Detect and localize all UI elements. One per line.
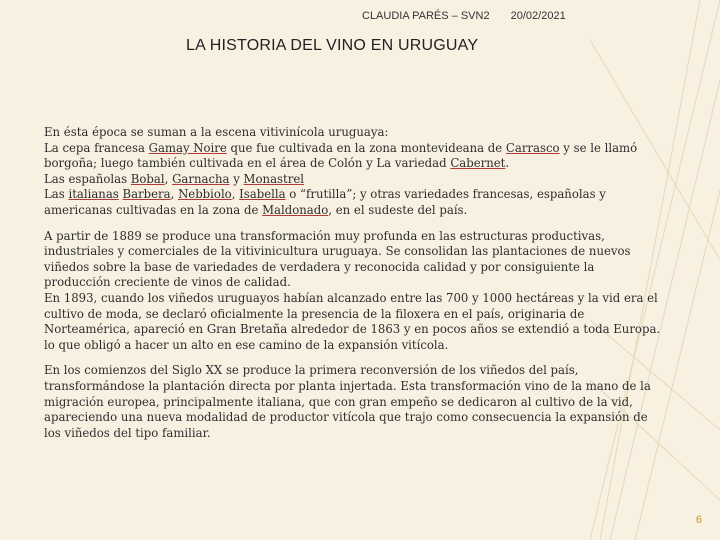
link-monastrel[interactable]: Monastrel	[243, 171, 304, 186]
paragraph-varieties	[44, 125, 664, 219]
text-run: y se le llamó borgoña; luego también cultivada en el área de Colón y La variedad	[44, 140, 638, 171]
link-barbera[interactable]: Barbera	[122, 187, 171, 202]
text-run: o “frutilla”; y otras variedades francesas, españolas y americanas cultivadas en la zona de	[44, 187, 606, 217]
link-bobal[interactable]: Bobal	[130, 171, 165, 186]
paragraph-siglo-xx: En los comienzos del Siglo XX se produce la primera reconversión de los viñedos del país, transformándose la plantación directa por planta injertada. Esta transformación vino de la mano de la migración europea, principalmente italiana, que con gran empeño se dedicaron al cultivo de la vid, apareciendo una nueva modalidad de productor vitícola que trajo como consecuencia la expansión de los viñedos del tipo familiar.	[44, 363, 651, 440]
text-run: La cepa francesa	[44, 140, 149, 155]
link-cabernet[interactable]: Cabernet	[450, 156, 506, 171]
text-run: que fue cultivada en la zona montevideana de	[226, 140, 506, 155]
date-label: 20/02/2021	[510, 10, 566, 22]
link-italianas[interactable]: italianas	[68, 187, 119, 202]
text-run: Las	[44, 187, 69, 202]
link-isabella[interactable]: Isabella	[239, 187, 286, 202]
text-run: ,	[164, 171, 173, 186]
slide-number: 6	[695, 514, 702, 526]
paragraph-1889	[44, 229, 664, 354]
text-1893: En 1893, cuando los viñedos uruguayos habían alcanzado entre las 700 y 1000 hectáreas y la vid era el cultivo de moda, se declaró oficialmente la presencia de la filoxera en el país, originaria de Norteamérica, apareció en Gran Bretaña alrededor de 1863 y en pocos años se extendió a toda Europa. lo que obligó a hacer un alto en ese camino de la expansión vitícola.	[44, 290, 661, 352]
link-gamay-noire[interactable]: Gamay Noire	[148, 140, 227, 155]
link-garnacha[interactable]: Garnacha	[172, 171, 230, 186]
text-run: Las españolas	[44, 171, 131, 186]
link-carrasco[interactable]: Carrasco	[505, 140, 560, 155]
text-run: y	[229, 171, 244, 186]
text-run: ,	[170, 187, 179, 202]
author-label: CLAUDIA PARÉS – SVN2	[362, 10, 490, 22]
slide-header	[362, 10, 566, 22]
link-maldonado[interactable]: Maldonado	[262, 202, 329, 217]
text-run: .	[505, 156, 510, 171]
intro-text: En ésta época se suman a la escena vitivinícola uruguaya:	[44, 125, 389, 139]
text-1889: A partir de 1889 se produce una transformación muy profunda en las estructuras productivas, industriales y comerciales de la vitivinicultura uruguaya. Se consolidan las plantaciones de nuevos viñedos sobre la base de variedades de verdadera y reconocida calidad y por consiguiente la producción creciente de vinos de calidad.	[44, 228, 631, 290]
slide-title: LA HISTORIA DEL VINO EN URUGUAY	[186, 37, 479, 54]
text-run: ,	[231, 187, 240, 202]
link-nebbiolo[interactable]: Nebbiolo	[178, 187, 232, 202]
text-run: , en el sudeste del país.	[328, 202, 468, 217]
slide-body	[44, 125, 664, 451]
